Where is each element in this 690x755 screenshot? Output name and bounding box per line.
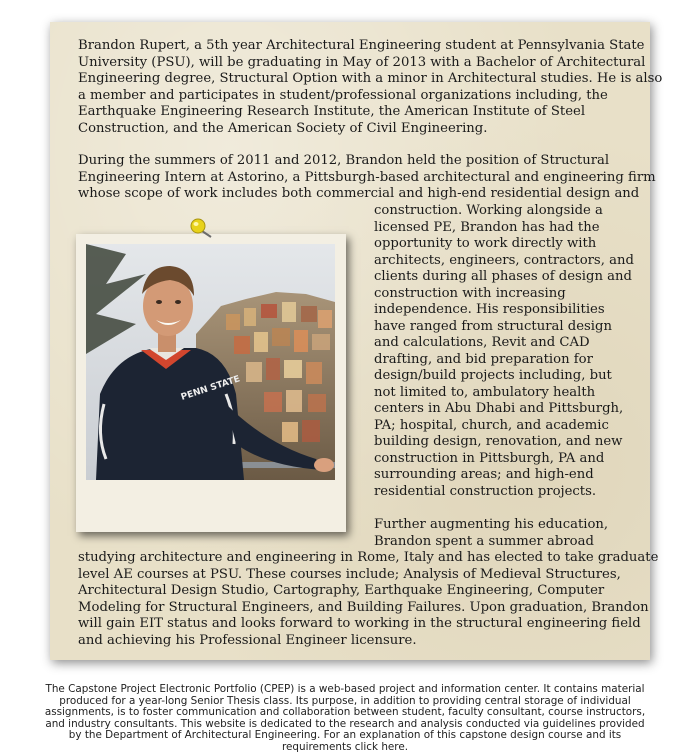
- bio-line: architects, engineers, contractors, and: [374, 252, 634, 268]
- bio-line: independence. His responsibilities: [374, 302, 605, 317]
- photo-frame: [76, 234, 346, 532]
- bio-line: and achieving his Professional Engineer licensure.: [78, 632, 417, 648]
- bio-line: will gain EIT status and looks forward to working in the structural engineering field: [78, 616, 641, 631]
- bio-paper-card: [50, 22, 663, 660]
- bio-line: Construction, and the American Society of Civil Engineering.: [78, 120, 488, 136]
- bio-paragraph-3-wrap: [374, 517, 608, 550]
- bio-paragraph-2-intro: [78, 153, 656, 203]
- bio-paragraph-2-wrap: [374, 203, 634, 500]
- bio-line: licensed PE, Brandon has had the: [374, 219, 600, 235]
- bio-line: building design, renovation, and new: [374, 434, 623, 449]
- bio-line: Further augmenting his education,: [374, 517, 609, 532]
- site-footer: [30, 684, 660, 754]
- bio-line: residential construction projects.: [374, 483, 597, 499]
- jacket-logo-text: PENN STATE: [179, 374, 242, 403]
- bio-line: level AE courses at PSU. These courses include; Analysis of Medieval Structures,: [78, 566, 621, 582]
- bio-line: University (PSU), will be graduating in May of 2013 with a Bachelor of Architectural: [78, 54, 646, 70]
- bio-line: Brandon spent a summer abroad: [374, 533, 594, 549]
- bio-line: construction in Pittsburgh, PA and: [374, 450, 605, 466]
- bio-line: whose scope of work includes both commercial and high-end residential design and: [78, 186, 640, 201]
- bio-line: Earthquake Engineering Research Institute, the American Institute of Steel: [78, 104, 586, 119]
- footer-line: The Capstone Project Electronic Portfolio (CPEP) is a web-based project and information center. It contains material: [45, 683, 645, 695]
- bio-line: clients during all phases of design and: [374, 269, 632, 284]
- footer-line-suffix: .: [404, 740, 409, 753]
- bio-paragraph-3: [78, 550, 659, 649]
- bio-line: Brandon Rupert, a 5th year Architectural Engineering student at Pennsylvania State: [78, 38, 645, 53]
- bio-line: Modeling for Structural Engineers, and Building Failures. Upon graduation, Brandon: [78, 599, 649, 615]
- footer-line: produced for a year-long Senior Thesis class. Its purpose, in addition to providing central storage of individual: [59, 694, 631, 707]
- bio-line: During the summers of 2011 and 2012, Brandon held the position of Structural: [78, 153, 610, 168]
- bio-line: construction. Working alongside a: [374, 203, 603, 218]
- footer-line: by the Department of Architectural Engineering. For an explanation of this capstone design course and its: [68, 729, 622, 742]
- footer-line-prefix: requirements: [281, 740, 355, 753]
- bio-line: not limited to, ambulatory health: [374, 384, 596, 400]
- bio-line: Architectural Design Studio, Cartography, Earthquake Engineering, Computer: [78, 583, 605, 598]
- bio-line: construction with increasing: [374, 285, 566, 301]
- bio-line: drafting, and bid preparation for: [374, 351, 593, 367]
- pushpin-icon: [186, 215, 214, 243]
- footer-line: and industry consultants. This website is dedicated to the research and analysis conducted via guidelines provided: [45, 717, 645, 730]
- bio-line: design/build projects including, but: [374, 368, 612, 383]
- portrait-photo: [86, 244, 335, 480]
- bio-line: studying architecture and engineering in Rome, Italy and has elected to take graduate: [78, 550, 659, 565]
- bio-line: Engineering degree, Structural Option with a minor in Architectural studies. He is also: [78, 71, 663, 86]
- requirements-link[interactable]: click here: [354, 740, 405, 753]
- bio-line: a member and participates in student/professional organizations including, the: [78, 87, 608, 103]
- bio-line: opportunity to work directly with: [374, 236, 597, 251]
- bio-line: centers in Abu Dhabi and Pittsburgh,: [374, 401, 624, 416]
- bio-line: PA; hospital, church, and academic: [374, 417, 609, 433]
- portrait-illustration: [86, 244, 335, 480]
- bio-paragraph-1: [78, 38, 663, 137]
- bio-line: have ranged from structural design: [374, 318, 612, 334]
- footer-last-line: [30, 742, 660, 754]
- footer-line: assignments, is to foster communication and collaboration between student, faculty consultant, course instructors,: [44, 706, 646, 719]
- bio-line: surrounding areas; and high-end: [374, 467, 594, 482]
- bio-line: Engineering Intern at Astorino, a Pittsburgh-based architectural and engineering firm: [78, 169, 656, 185]
- bio-line: and calculations, Revit and CAD: [374, 335, 590, 350]
